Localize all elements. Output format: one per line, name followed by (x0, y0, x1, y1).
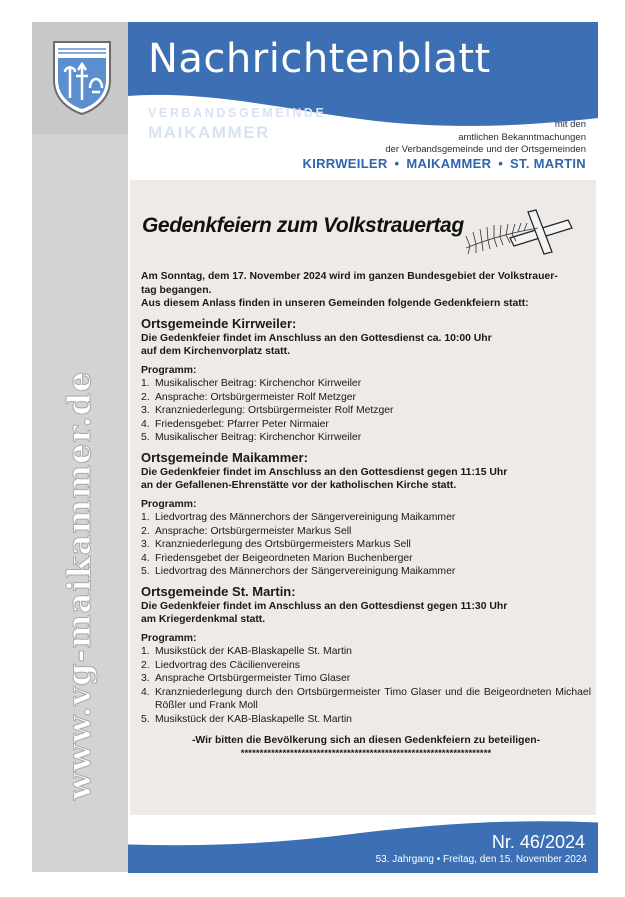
program-label: Programm: (141, 364, 197, 376)
intro-paragraph: Am Sonntag, dem 17. November 2024 wird im ganzen Bundesgebiet der Volkstrauer- tag begangen. Aus diesem Anlass finden in unseren Gemeinden folgende Gedenkfeiern statt: (141, 271, 558, 309)
village-kirrweiler: KIRRWEILER (302, 156, 388, 171)
cross-palm-icon (460, 208, 580, 258)
masthead-title: Nachrichtenblatt (148, 36, 491, 82)
program-list (141, 377, 591, 445)
list-item: 2. Ansprache: Ortsbürgermeister Rolf Metzger (141, 391, 356, 403)
coat-of-arms-icon (52, 36, 112, 116)
org-line-1: VERBANDSGEMEINDE (148, 106, 327, 120)
program-label: Programm: (141, 632, 197, 644)
separator: • (394, 156, 400, 171)
list-item: 1. Liedvortrag des Männerchors der Sängervereinigung Maikammer (141, 512, 456, 523)
section-description: Die Gedenkfeier findet im Anschluss an den Gottesdienst gegen 11:30 Uhr am Kriegerdenkmal statt. (141, 600, 508, 625)
website-url-vertical: www.vg-maikammer.de (60, 370, 98, 800)
section-title: Ortsgemeinde Maikammer: (141, 449, 308, 465)
list-item: 3. Kranzniederlegung des Ortsbürgermeisters Markus Sell (141, 539, 411, 550)
section-title: Ortsgemeinde Kirrweiler: (141, 315, 297, 331)
section-title: Ortsgemeinde St. Martin: (141, 583, 296, 599)
masthead (128, 22, 598, 176)
section-st-martin (141, 584, 591, 727)
article-title: Gedenkfeiern zum Volkstrauertag (142, 214, 464, 237)
village-maikammer: MAIKAMMER (406, 156, 492, 171)
issue-number: Nr. 46/2024 (491, 832, 585, 852)
list-item: 4. Friedensgebet: Pfarrer Peter Nirmaier (141, 418, 329, 430)
separator: • (498, 156, 504, 171)
section-description: Die Gedenkfeier findet im Anschluss an den Gottesdienst ca. 10:00 Uhr auf dem Kirchenvorplatz statt. (141, 332, 492, 357)
list-item: 3. Kranzniederlegung: Ortsbürgermeister Rolf Metzger (141, 405, 394, 416)
org-line-2: MAIKAMMER (148, 123, 271, 142)
list-item: 1. Musikstück der KAB-Blaskapelle St. Martin (141, 646, 352, 657)
section-kirrweiler (141, 316, 591, 445)
village-st-martin: ST. MARTIN (510, 156, 586, 171)
list-item: 2. Ansprache: Ortsbürgermeister Markus Sell (141, 525, 352, 537)
official-notice-text: mit den amtlichen Bekanntmachungen der Verbandsgemeinde und der Ortsgemeinden (385, 119, 586, 155)
list-item: 2. Liedvortrag des Cäcilienvereins (141, 659, 300, 671)
program-list (141, 511, 591, 579)
list-item: 4. Friedensgebet der Beigeordneten Marion Buchenberger (141, 552, 413, 564)
closing-appeal: -Wir bitten die Bevölkerung sich an diesen Gedenkfeiern zu beteiligen- (191, 735, 541, 746)
article-panel (130, 180, 596, 815)
issue-date-line: 53. Jahrgang • Freitag, den 15. November 2024 (375, 854, 587, 865)
list-item: 3. Ansprache Ortsbürgermeister Timo Glaser (141, 673, 351, 684)
list-item: 4. Kranzniederlegung durch den Ortsbürgermeister Timo Glaser und die Beigeordneten Michael Rößler und Frank Moll (141, 686, 591, 711)
star-divider: ****************************************************************** (240, 747, 492, 759)
list-item: 5. Liedvortrag des Männerchors der Sängervereinigung Maikammer (141, 566, 456, 577)
program-label: Programm: (141, 498, 197, 510)
section-description: Die Gedenkfeier findet im Anschluss an den Gottesdienst gegen 11:15 Uhr an der Gefallenen-Ehrenstätte vor der katholischen Kirche statt. (141, 466, 508, 491)
list-item: 1. Musikalischer Beitrag: Kirchenchor Kirrweiler (141, 378, 362, 389)
list-item: 5. Musikstück der KAB-Blaskapelle St. Martin (141, 713, 352, 725)
program-list (141, 645, 591, 726)
list-item: 5. Musikalischer Beitrag: Kirchenchor Kirrweiler (141, 432, 362, 443)
section-maikammer (141, 450, 591, 579)
village-list (303, 156, 587, 171)
article-body (141, 270, 591, 759)
